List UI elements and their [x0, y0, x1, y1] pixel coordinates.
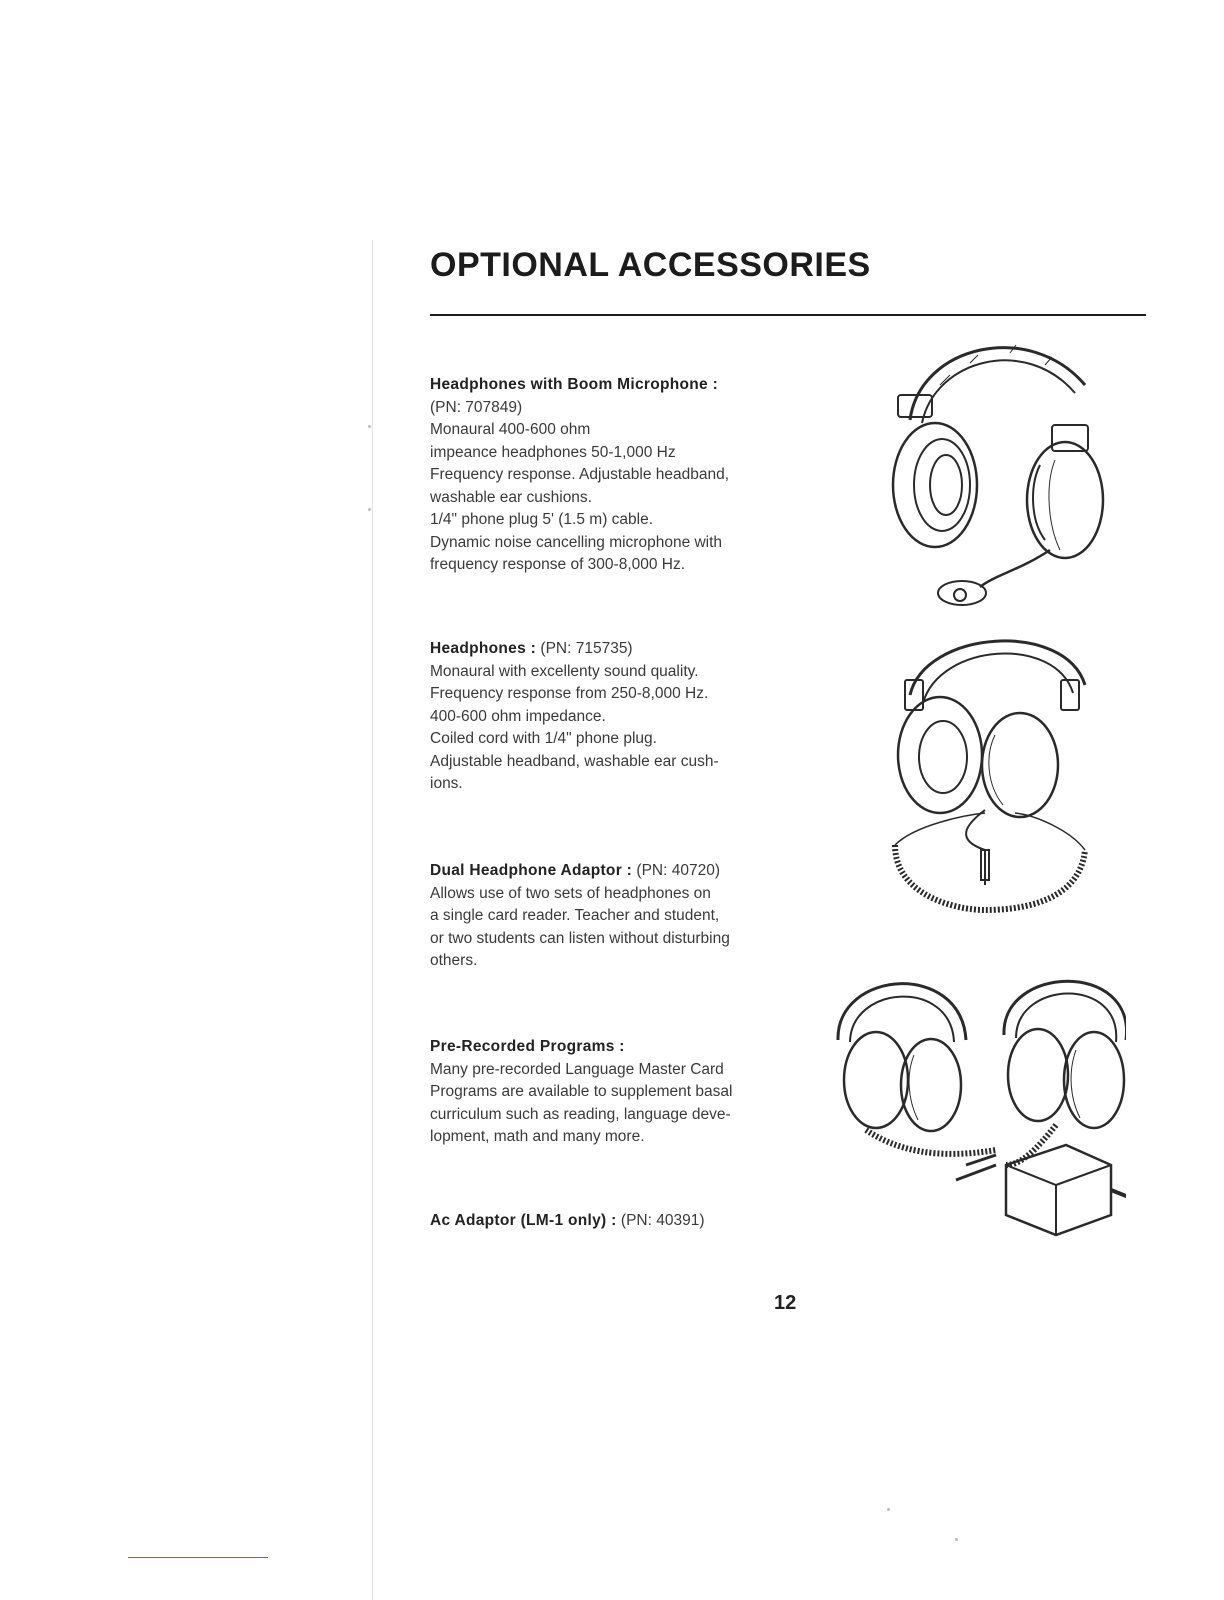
- section-line: others.: [430, 952, 478, 969]
- section-heading: Headphones :: [430, 640, 537, 657]
- headphones-coiled-cord-icon: [885, 625, 1095, 920]
- page-number: 12: [774, 1292, 797, 1314]
- scan-speck: [955, 1538, 958, 1541]
- section-heading: Dual Headphone Adaptor :: [430, 862, 633, 879]
- section-line: Dynamic noise cancelling microphone with: [430, 533, 723, 551]
- dual-headphone-adaptor-icon: [826, 950, 1126, 1250]
- section-line: Monaural 400-600 ohm: [430, 421, 591, 438]
- scan-speck: [368, 508, 371, 511]
- section-headphones: [430, 638, 810, 796]
- section-line: frequency response of 300-8,000 Hz.: [430, 556, 686, 573]
- section-dual-headphone-adaptor: [430, 860, 810, 973]
- title-rule: [430, 314, 1146, 316]
- section-line: 400-600 ohm impedance.: [430, 707, 606, 725]
- section-line: Adjustable headband, washable ear cush-: [430, 752, 719, 770]
- section-line: or two students can listen without disturbing: [430, 929, 730, 947]
- section-line: (PN: 707849): [430, 398, 523, 416]
- scan-speck: [368, 425, 371, 428]
- section-headphones-boom-microphone: [430, 374, 810, 577]
- part-number: (PN: 40720): [636, 862, 720, 879]
- section-line: ions.: [430, 775, 463, 792]
- headphones-boom-microphone-icon: [880, 325, 1120, 615]
- section-line: Allows use of two sets of headphones on: [430, 884, 711, 902]
- section-line: washable ear cushions.: [430, 488, 592, 506]
- section-line: a single card reader. Teacher and student,: [430, 907, 720, 924]
- section-line: curriculum such as reading, language deve-: [430, 1105, 731, 1123]
- bottom-rule: [128, 1557, 268, 1558]
- part-number: (PN: 715735): [540, 640, 633, 657]
- section-heading: Pre-Recorded Programs :: [430, 1038, 625, 1055]
- section-heading: Headphones with Boom Microphone :: [430, 376, 719, 393]
- section-line: Programs are available to supplement basal: [430, 1083, 733, 1100]
- page-title: OPTIONAL ACCESSORIES: [430, 246, 871, 284]
- section-heading: Ac Adaptor (LM-1 only) :: [430, 1212, 617, 1229]
- section-pre-recorded-programs: [430, 1036, 810, 1149]
- section-line: 1/4" phone plug 5' (1.5 m) cable.: [430, 511, 654, 528]
- section-line: Many pre-recorded Language Master Card: [430, 1060, 724, 1078]
- scan-speck: [887, 1508, 890, 1511]
- section-line: Coiled cord with 1/4" phone plug.: [430, 730, 657, 747]
- binding-line: [372, 240, 373, 1600]
- section-line: Monaural with excellenty sound quality.: [430, 662, 699, 680]
- section-line: lopment, math and many more.: [430, 1128, 645, 1145]
- section-line: impeance headphones 50-1,000 Hz: [430, 443, 676, 461]
- section-line: Frequency response. Adjustable headband,: [430, 466, 730, 483]
- part-number: (PN: 40391): [620, 1212, 705, 1229]
- section-ac-adaptor: [430, 1210, 810, 1233]
- section-line: Frequency response from 250-8,000 Hz.: [430, 685, 709, 702]
